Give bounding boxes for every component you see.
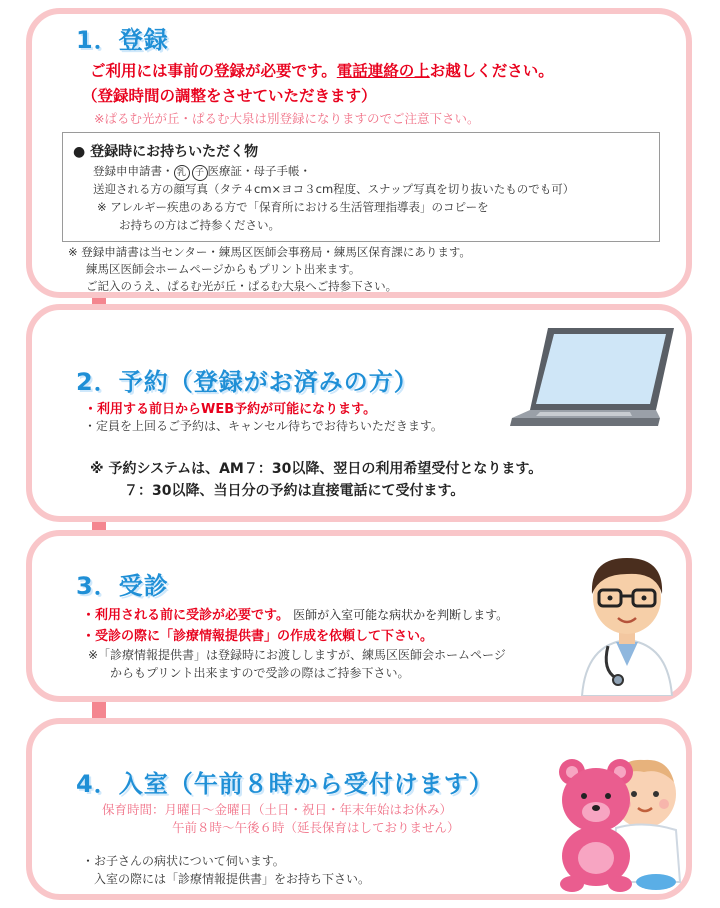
box-line3: ※ アレルギー疾患のある方で「保育所における生活管理指導表」のコピーを <box>97 200 489 214</box>
step1-lead-b: 電話連絡の上 <box>336 62 430 80</box>
step1-title: 1．登録 <box>76 26 169 54</box>
box-heading-text: 登録時にお持ちいただく物 <box>90 144 259 160</box>
badge-2: 子 <box>192 165 208 181</box>
step1-foot2: 練馬区医師会ホームページからもプリント出来ます。 <box>86 262 361 276</box>
step4-line1: ・お子さんの病状について伺います。 <box>82 854 285 868</box>
step1-items-box <box>62 132 660 242</box>
step2-notice1: ※ 予約システムは、AM７：30以降、翌日の利用希望受付となります。 <box>90 461 543 477</box>
box-heading: ● 登録時にお持ちいただく物 <box>73 144 259 160</box>
step1-lead-c: お越しください。 <box>429 62 554 80</box>
box-line1-b: 医療証・母子手帳・ <box>207 164 311 178</box>
step2-title: 2．予約（登録がお済みの方） <box>76 368 419 396</box>
step2-line1: ・利用する前日からWEB予約が可能になります。 <box>84 402 377 417</box>
box-line4: お持ちの方はご持参ください。 <box>119 218 280 232</box>
badge-1: 乳 <box>174 165 190 181</box>
step3-line2: ・受診の際に「診療情報提供書」の作成を依頼して下さい。 <box>82 629 434 644</box>
step3-card <box>26 530 692 702</box>
box-line1-a: 登録申申請書・ <box>93 164 174 178</box>
step2-card <box>26 304 692 522</box>
step1-card <box>26 8 692 298</box>
step3-line1-black: 医師が入室可能な病状かを判断します。 <box>293 608 509 622</box>
step4-title: 4．入室（午前８時から受付けます） <box>76 770 494 798</box>
step4-hours2: 午前８時～午後６時（延長保育はしておりません） <box>172 820 460 835</box>
step4-hours1: 保育時間：月曜日～金曜日（土日・祝日・年末年始はお休み） <box>102 802 453 817</box>
box-line1 <box>93 163 311 181</box>
step1-foot1: ※ 登録申請書は当センター・練馬区医師会事務局・練馬区保育課にあります。 <box>68 245 471 259</box>
step4-line2: 入室の際には「診療情報提供書」をお持ち下さい。 <box>94 872 371 886</box>
step1-lead <box>90 59 554 81</box>
step1-note: ※ぱるむ光が丘・ぱるむ大泉は別登録になりますのでご注意下さい。 <box>94 111 480 126</box>
step3-title: 3．受診 <box>76 572 169 600</box>
bear-baby-illustration <box>552 742 688 892</box>
step3-line1 <box>82 604 508 623</box>
step1-lead-a: ご利用には事前の登録が必要です。 <box>90 62 337 80</box>
laptop-icon <box>510 322 680 434</box>
step1-foot3: ご記入のうえ、ぱるむ光が丘・ぱるむ大泉へご持参下さい。 <box>86 279 398 293</box>
step3-note1: ※「診療情報提供書」は登録時にお渡ししますが、練馬区医師会ホームページ <box>88 648 506 662</box>
step1-lead2: （登録時間の調整をさせていただきます） <box>82 87 377 105</box>
step2-line2: ・定員を上回るご予約は、キャンセル待ちでお待ちいただきます。 <box>84 419 443 433</box>
doctor-illustration <box>572 546 682 696</box>
step4-card <box>26 718 692 900</box>
step3-line1-red: ・利用される前に受診が必要です。 <box>82 608 289 623</box>
step2-notice2: ７：30以降、当日分の予約は直接電話にて受付ます。 <box>124 483 465 499</box>
step3-note2: からもプリント出来ますので受診の際はご持参下さい。 <box>110 666 410 680</box>
box-line2: 送迎される方の顔写真（タテ４cm×ヨコ３cm程度、スナップ写真を切り抜いたものでも可） <box>93 182 575 196</box>
